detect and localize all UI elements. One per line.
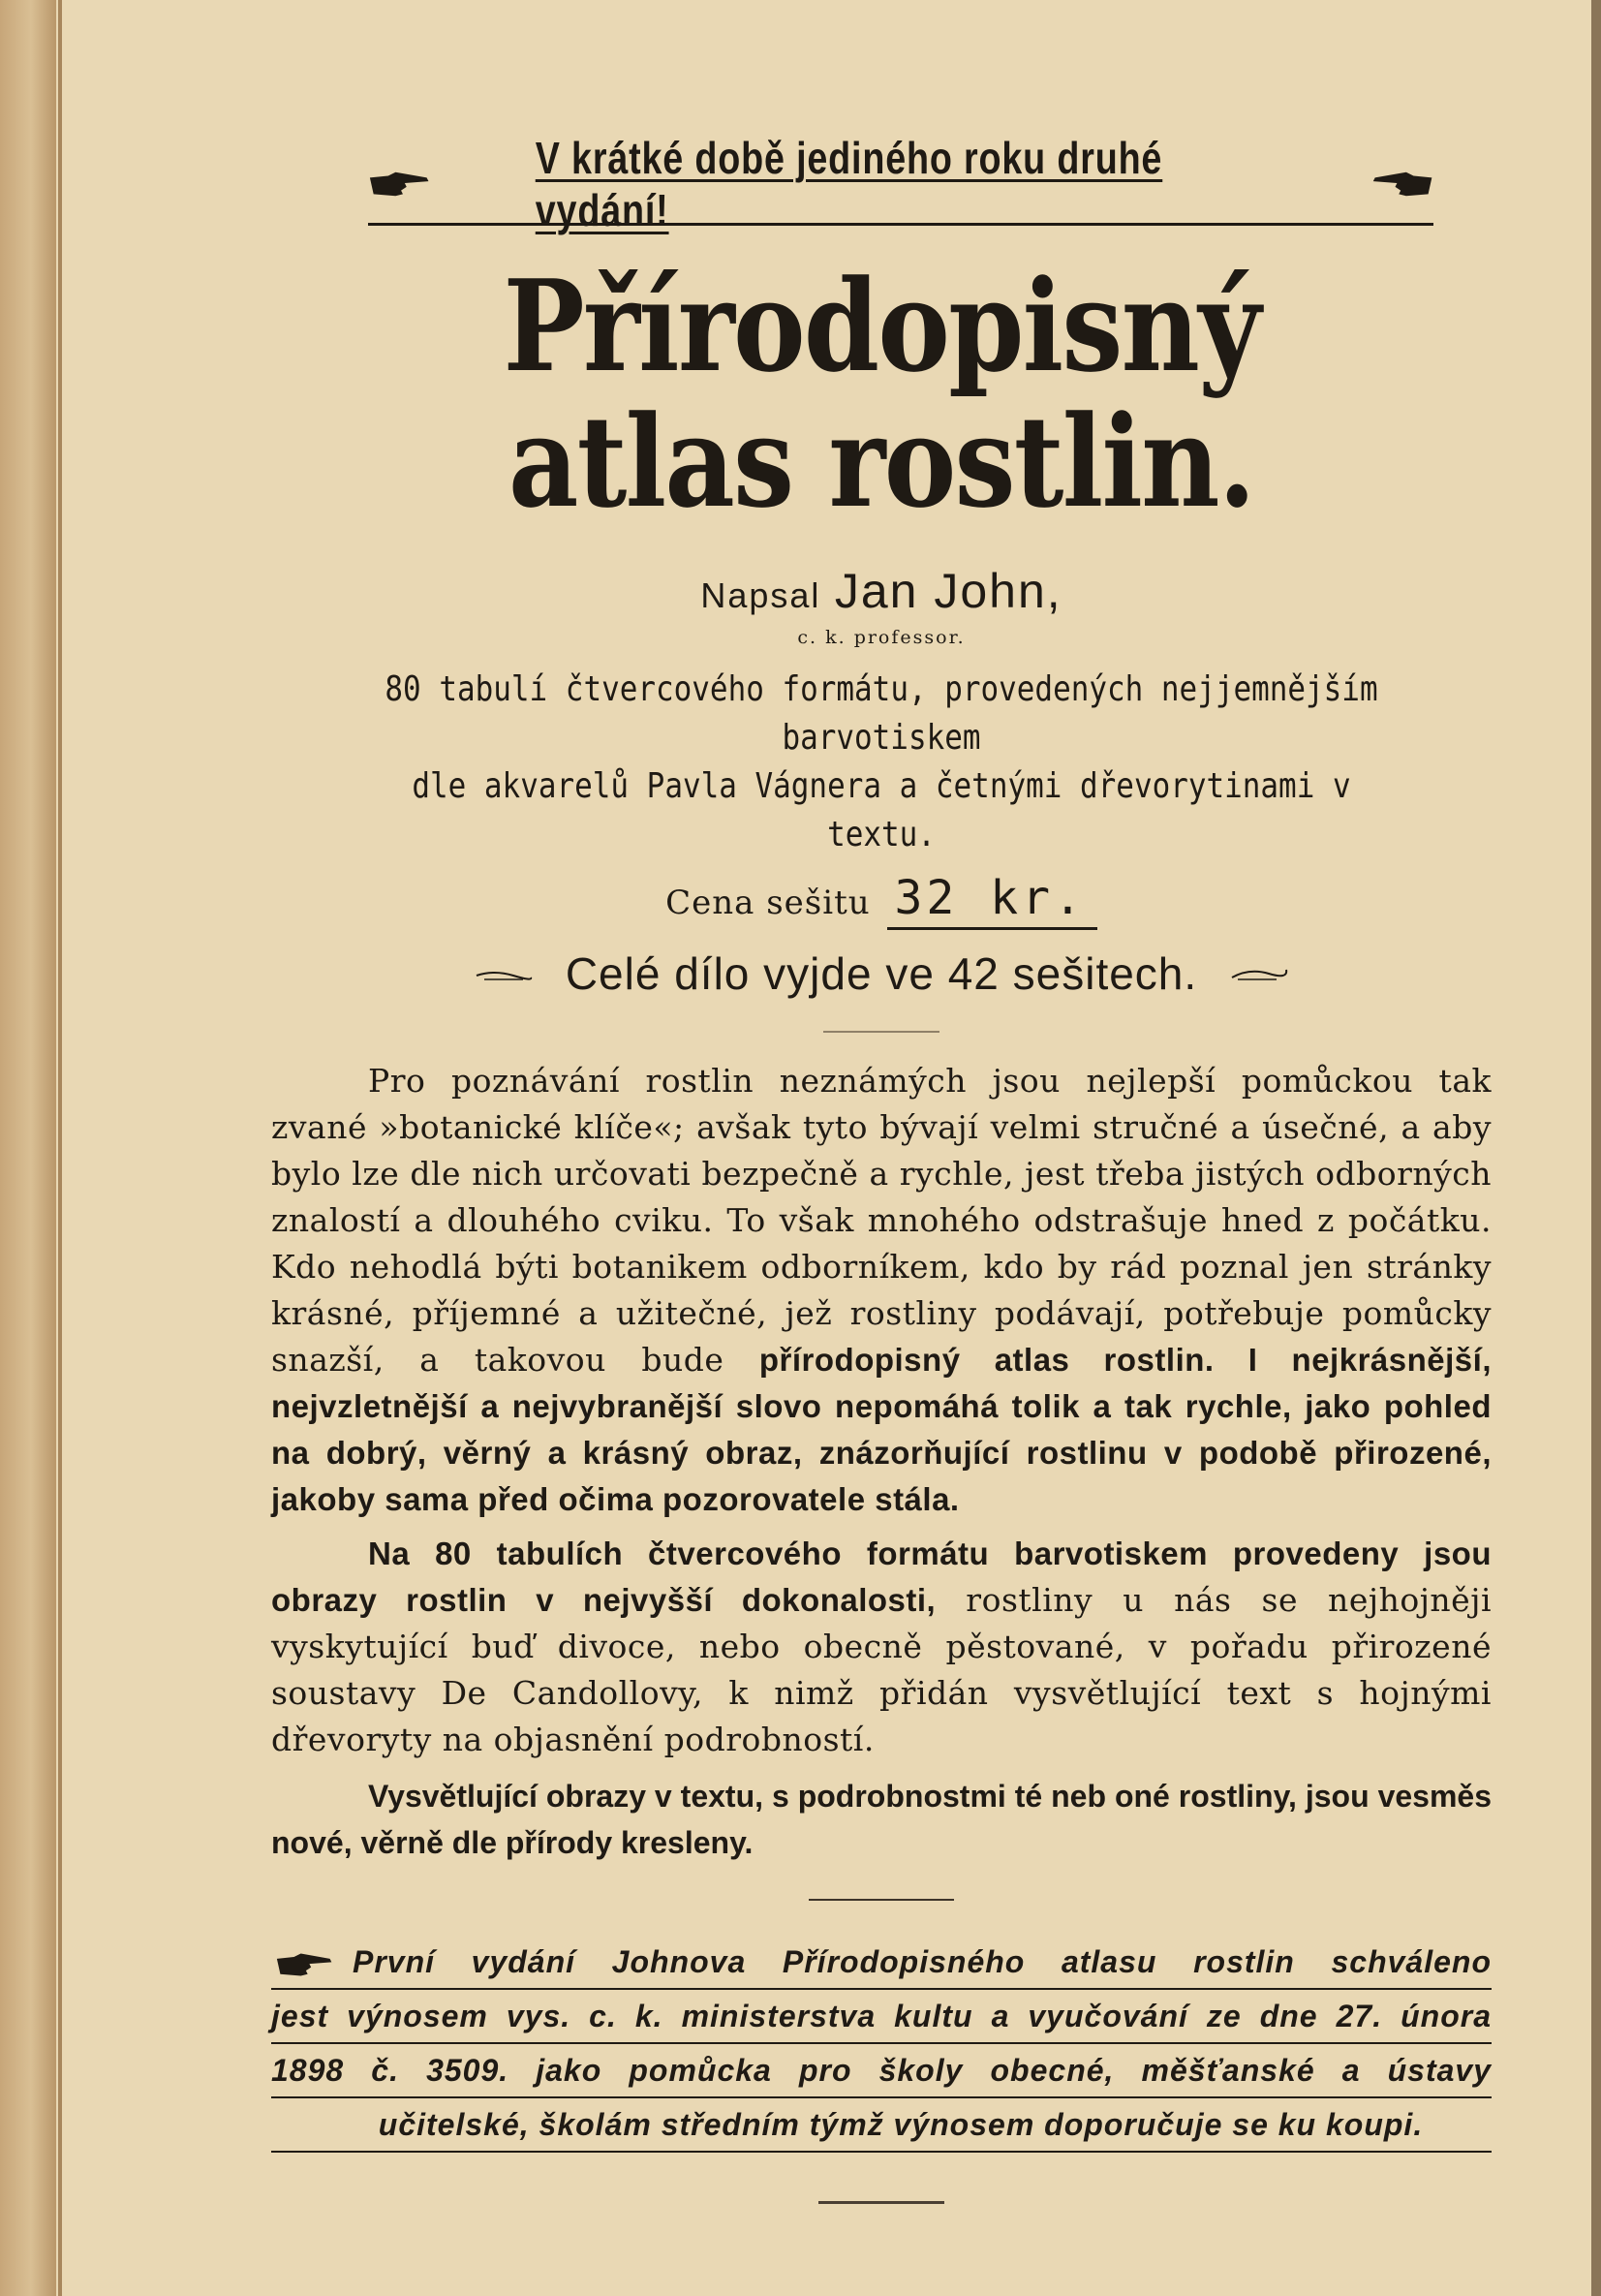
intro-text: Pro poznávání rostlin neznámých jsou nejlepší pomůckou tak zvané »botanické klíče«; avšak tyto bývají velmi stručné a úsečné, a aby bylo lze dle nich určovati bezpečně a rychle, jest třeba jistých odborných znalostí a dlouhého cviku. To však mnohého odstrašuje hned z počátku. Kdo nehodlá býti botanikem odborníkem, kdo by rád poznal jen stránky krásné, příjemné a užitečné, jež rostliny podávají, potřebuje pomůcky snazší, a takovou bude <box>271 1062 1492 1379</box>
plates-paragraph <box>271 1531 1492 1763</box>
edition-banner <box>368 133 1433 235</box>
approval-line: 1898 č. 3509. jako pomůcka pro školy obecné, měšťanské a ústavy <box>271 2044 1492 2098</box>
plates-bold-text: Na 80 tabulích čtvercového formátu barvotiskem provedeny jsou obrazy rostlin v nejvyšší dokonalosti, <box>271 1536 1492 1618</box>
approval-line: jest výnosem vys. c. k. ministerstva kultu a vyučování ze dne 27. února <box>271 1990 1492 2044</box>
book-title: Přírodopisný atlas rostlin. <box>503 252 1260 536</box>
plates-line: dle akvarelů Pavla Vágnera a četnými dřevorytinami v textu. <box>412 766 1351 854</box>
approval-line-text: První vydání Johnova Přírodopisného atlasu rostlin schváleno <box>353 1944 1492 1979</box>
author-line <box>271 563 1492 619</box>
price-line <box>271 871 1492 930</box>
plates-text: rostliny u nás se nejhojněji vyskytující buď divoce, nebo obecně pěstované, v pořadu přirozené soustavy De Candollovy, k nimž přidán vysvětlující text s hojnými dřevoryty na objasnění podrobností. <box>271 1581 1492 1758</box>
flourish-left-icon <box>475 964 533 983</box>
pointing-hand-right-icon <box>368 168 432 201</box>
volumes-line <box>271 947 1492 1000</box>
advertisement-page <box>271 133 1492 2204</box>
plates-line: 80 tabulí čtvercového formátu, provedených nejjemnějším barvotiskem <box>385 669 1378 758</box>
author-role: c. k. professor. <box>797 627 966 648</box>
pointing-hand-left-icon <box>1370 168 1433 201</box>
intro-paragraph <box>271 1058 1492 1523</box>
separator <box>823 1031 939 1033</box>
page-edge <box>1591 0 1601 2296</box>
binding-edge <box>58 0 62 2296</box>
price-label: Cena sešitu <box>665 884 871 922</box>
approval-line: učitelské, školám středním týmž výnosem doporučuje se ku koupi. <box>271 2098 1492 2153</box>
approval-line <box>271 1936 1492 1990</box>
book-binding <box>0 0 56 2296</box>
flourish-right-icon <box>1230 964 1288 983</box>
author-name: Jan John, <box>834 564 1062 618</box>
intro-bold-text: I nejkrásnější, nejvzletnější a nejvybranější slovo nepomáhá tolik a tak rychle, jako pohled na dobrý, věrný a krásný obraz, znázorňující rostlinu v podobě přirozené, jakoby sama před očima pozorovatele stála. <box>271 1342 1492 1517</box>
approval-notice <box>271 1936 1492 2153</box>
separator <box>809 1899 954 1901</box>
plates-description <box>356 666 1406 859</box>
illustrations-paragraph: Vysvětlující obrazy v textu, s podrobnostmi té neb oné rostliny, jsou vesměs nové, věrně dle přírody kresleny. <box>271 1779 1492 1860</box>
intro-atlas-name: přírodopisný atlas rostlin. <box>758 1342 1215 1378</box>
pointing-hand-right-icon <box>271 1950 339 1979</box>
volumes-text: Celé dílo vyjde ve 42 sešitech. <box>565 948 1198 999</box>
price-value: 32 kr. <box>887 871 1097 930</box>
author-prefix: Napsal <box>700 575 821 615</box>
separator <box>818 2201 944 2204</box>
edition-banner-text: V krátké době jediného roku druhé vydání! <box>536 133 1163 235</box>
